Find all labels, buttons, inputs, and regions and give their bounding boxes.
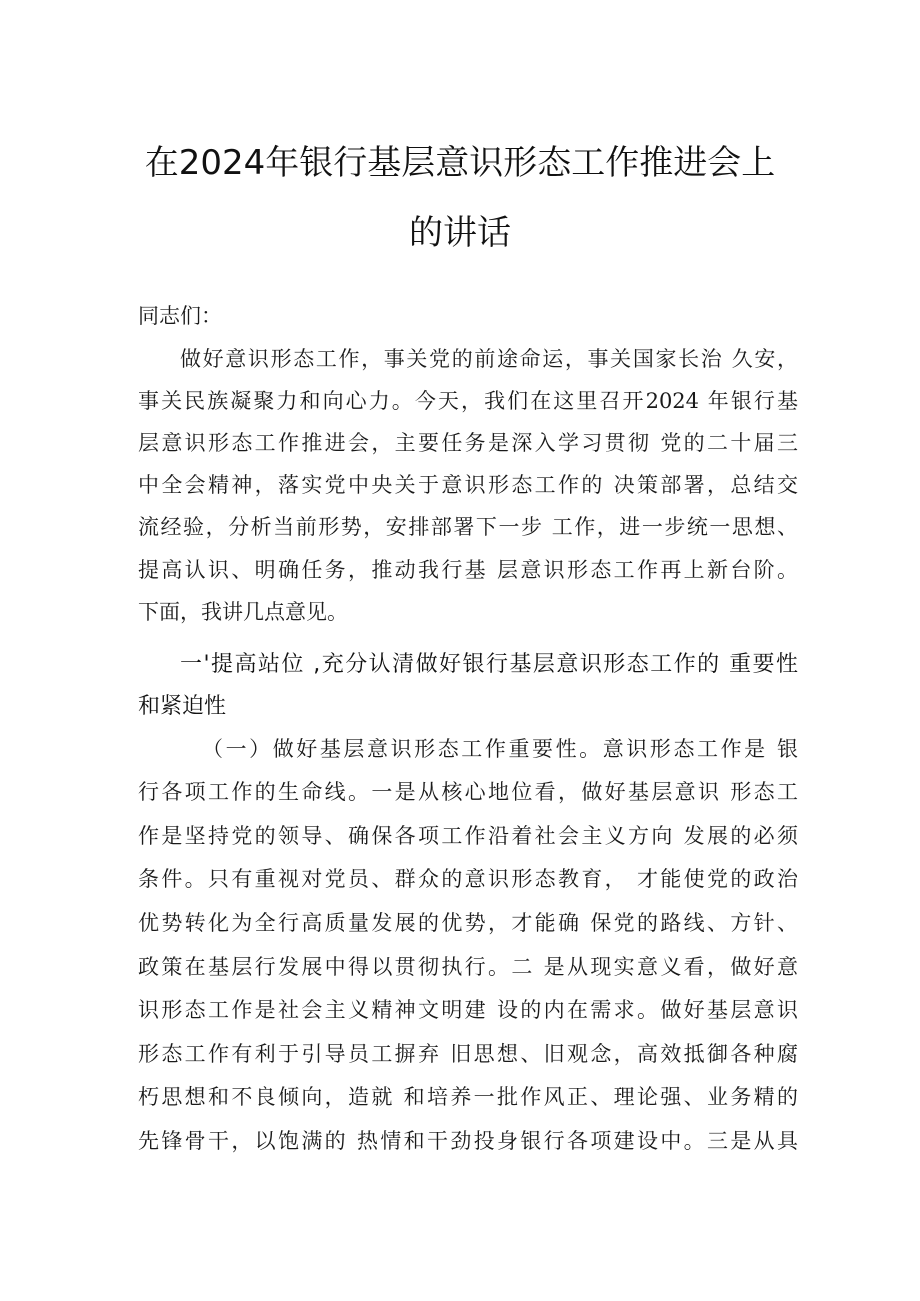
paragraph-line: 中全会精神，落实党中央关于意识形态工作的 决策部署，总结交 xyxy=(138,473,798,497)
paragraph-line: 条件。只有重视对党员、群众的意识形态教育， 才能使党的政治 xyxy=(138,867,798,891)
section-heading-line-2: 和紧迫性 xyxy=(138,694,227,719)
paragraph-line: 下面，我讲几点意见。 xyxy=(138,600,348,624)
paragraph-line: 形态工作有利于引导员工摒弃 旧思想、旧观念，高效抵御各种腐 xyxy=(138,1042,798,1066)
salutation: 同志们： xyxy=(138,304,222,328)
section-heading-line-1: 一'提高站位 ,充分认清做好银行基层意识形态工作的 重要性 xyxy=(180,652,798,677)
paragraph-line: 行各项工作的生命线。一是从核心地位看，做好基层意识 形态工 xyxy=(138,780,798,804)
paragraph-line: 识形态工作是社会主义精神文明建 设的内在需求。做好基层意识 xyxy=(138,998,798,1022)
paragraph-line: 朽思想和不良倾向，造就 和培养一批作风正、理论强、业务精的 xyxy=(138,1085,798,1109)
document-title-line-1: 在2024年银行基层意识形态工作推进会上 xyxy=(144,143,776,183)
paragraph-line: （一）做好基层意识形态工作重要性。意识形态工作是 银 xyxy=(202,737,798,761)
paragraph-line: 层意识形态工作推进会，主要任务是深入学习贯彻 党的二十届三 xyxy=(138,431,798,455)
paragraph-line: 事关民族凝聚力和向心力。今天，我们在这里召开2024 年银行基 xyxy=(138,389,798,413)
paragraph-line: 优势转化为全行高质量发展的优势，才能确 保党的路线、方针、 xyxy=(138,911,798,935)
paragraph-line: 提高认识、明确任务，推动我行基 层意识形态工作再上新台阶。 xyxy=(138,558,798,582)
paragraph-line: 流经验，分析当前形势，安排部署下一步 工作，进一步统一思想、 xyxy=(138,515,798,539)
paragraph-line: 作是坚持党的领导、确保各项工作沿着社会主义方向 发展的必须 xyxy=(138,824,798,848)
paragraph-line: 做好意识形态工作，事关党的前途命运，事关国家长治 久安， xyxy=(180,347,798,371)
document-title-line-2: 的讲话 xyxy=(409,213,511,253)
paragraph-line: 先锋骨干，以饱满的 热情和干劲投身银行各项建设中。三是从具 xyxy=(138,1129,798,1153)
paragraph-line: 政策在基层行发展中得以贯彻执行。二 是从现实意义看，做好意 xyxy=(138,955,798,979)
